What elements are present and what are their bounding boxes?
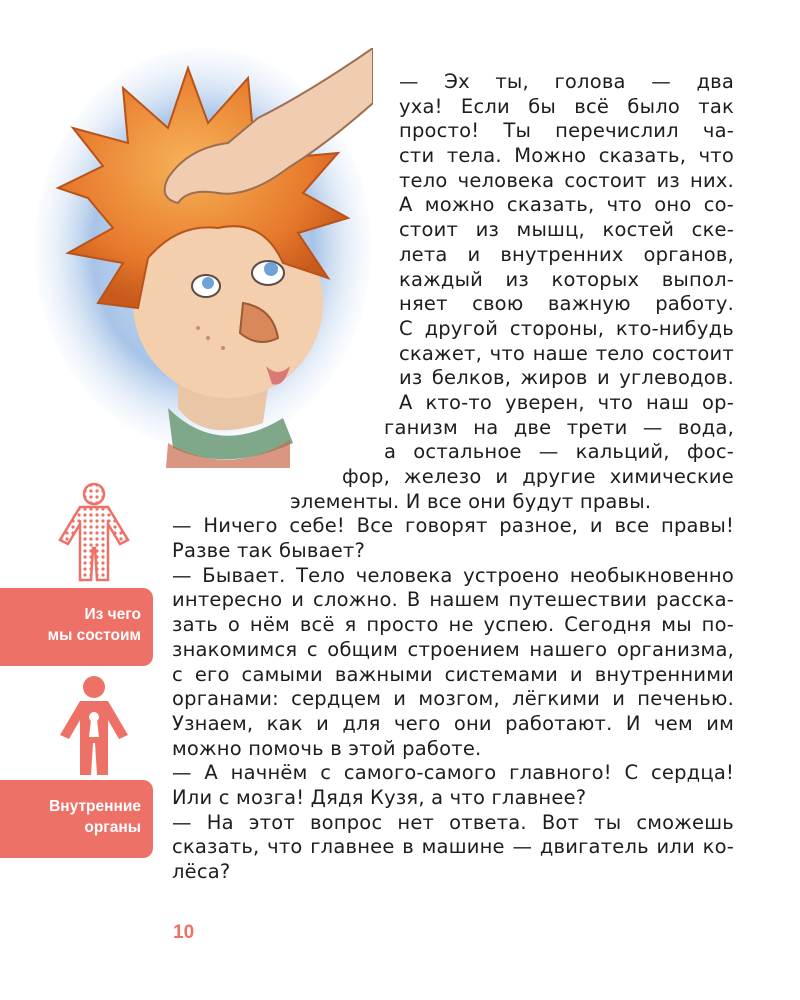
paragraph-2 xyxy=(172,514,734,563)
text-line: Разве так бывает? xyxy=(172,539,366,563)
body-text xyxy=(172,70,734,885)
text-line: стоит из мышц, костей ске- xyxy=(399,218,734,242)
text-line: сказать, что главнее в машине — двигатель или ко- xyxy=(172,835,734,859)
text-line: с его самыми важными системами и внутренними xyxy=(172,662,734,686)
text-line: каждый из которых выпол- xyxy=(399,267,734,291)
tab-label-line: Из чего xyxy=(84,606,141,623)
paragraph-1 xyxy=(172,70,734,514)
text-line: фор, железо и другие химические xyxy=(342,465,734,488)
text-line: няет свою важную работу. xyxy=(399,292,734,316)
text-line: лета и внутренних органов, xyxy=(399,242,734,266)
text-line: скажет, что наше тело состоит xyxy=(399,341,734,365)
paragraph-3 xyxy=(172,564,734,762)
text-line: Или с мозга! Дядя Кузя, а что главнее? xyxy=(172,785,587,809)
text-line: а остальное — кальций, фос- xyxy=(384,440,734,464)
text-line: знакомимся с общим строением нашего организма, xyxy=(172,637,734,661)
text-line: — Бывает. Тело человека устроено необыкновенно xyxy=(172,563,734,587)
tab-label-line: мы состоим xyxy=(47,627,141,644)
text-line: ганизм на две трети — вода, xyxy=(384,415,734,439)
paragraph-5 xyxy=(172,811,734,885)
text-line: сти тела. Можно сказать, что xyxy=(399,144,734,168)
text-line: Узнаем, как и для чего они работают. И чем им xyxy=(172,711,734,735)
paragraph-4 xyxy=(172,761,734,810)
text-line: уха! Если бы всё было так xyxy=(399,94,734,118)
page-number: 10 xyxy=(173,922,195,943)
text-line: — Эх ты, голова — два xyxy=(399,70,734,93)
text-line: — Ничего себе! Все говорят разное, и все правы! xyxy=(172,514,734,538)
text-line: А можно сказать, что оно со- xyxy=(399,193,734,217)
text-line: А кто-то уверен, что наш ор- xyxy=(399,390,734,414)
text-line: можно помочь в этой работе. xyxy=(172,736,482,760)
text-line: органами: сердцем и мозгом, лёгкими и печенью. xyxy=(172,687,734,711)
text-line: тело человека состоит из них. xyxy=(399,168,734,192)
text-line: С другой стороны, кто-нибудь xyxy=(399,316,734,340)
text-line: просто! Ты перечислил ча- xyxy=(399,119,734,143)
tab-body-composition[interactable] xyxy=(0,588,153,666)
tab-label-line: органы xyxy=(84,819,141,836)
text-line: элементы. И все они будут правы. xyxy=(290,489,652,513)
text-line: лёса? xyxy=(172,860,231,883)
tab-label-line: Внутренние xyxy=(49,798,141,815)
body-organs-icon xyxy=(58,675,130,777)
text-line: — А начнём с самого-самого главного! С сердца! xyxy=(172,761,734,785)
dotted-body-icon xyxy=(58,482,130,584)
tab-internal-organs[interactable] xyxy=(0,780,153,858)
text-line: — На этот вопрос нет ответа. Вот ты сможешь xyxy=(172,810,734,834)
text-line: зать о нём всё я просто не успею. Сегодня мы по- xyxy=(172,613,734,637)
text-line: интересно и сложно. В нашем путешествии расска- xyxy=(172,588,734,612)
text-line: из белков, жиров и углеводов. xyxy=(399,366,734,390)
